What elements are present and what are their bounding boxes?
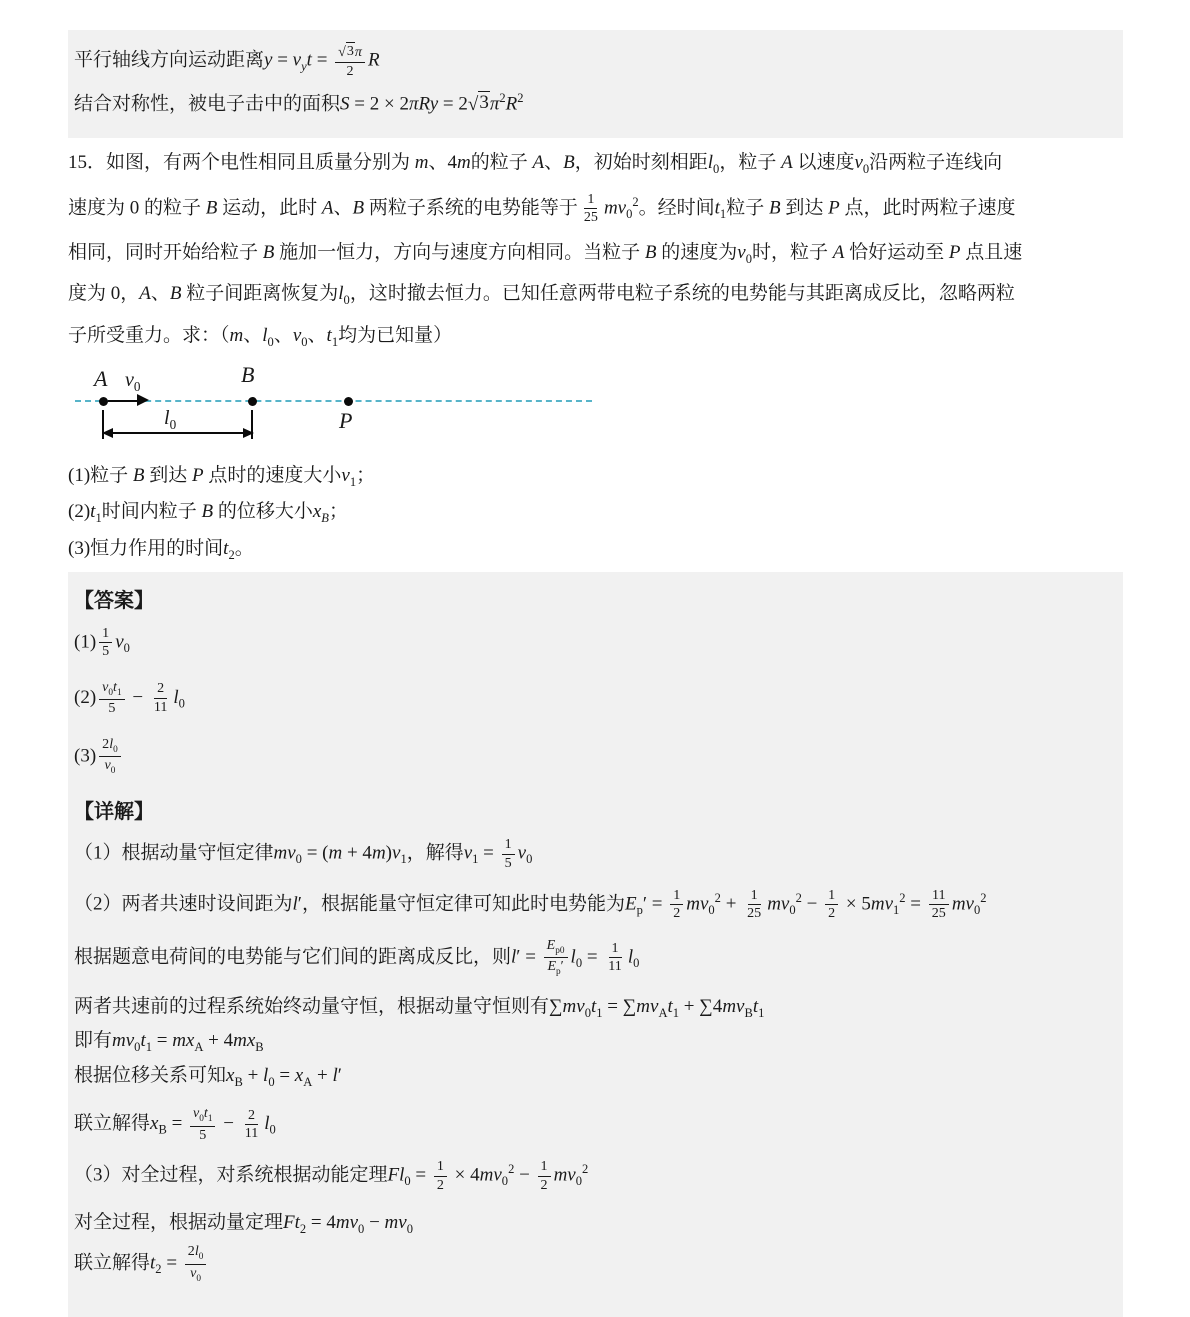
particles-diagram (68, 361, 608, 452)
question-line-1: (1)粒子 B 到达 P 点时的速度大小$v_1$； (68, 464, 376, 489)
point-p-dot (344, 397, 353, 406)
velocity-arrowhead-icon (137, 394, 149, 406)
solution-line: （1）根据动量守恒定律$mv_0 = (m + 4m)v_1$，解得$v_1$ = $\frac{1}{5}$ $v_0$ (74, 836, 533, 872)
answer-solution-block (68, 572, 1123, 1317)
solution-line: 即有$mv_0t_1 = mx_A + 4mx_B$ (74, 1030, 264, 1054)
solution-line: 根据题意电荷间的电势能与它们间的距离成反比，则l′ = $\frac{E_{p0}}{E_p'}$ $l_0$ = $\frac{1}{11}$ $l_0$ (74, 936, 640, 977)
prior-solution-block (68, 30, 1123, 138)
particle-b-dot (248, 397, 257, 406)
solution-line: （2）两者共速时设间距为l′，根据能量守恒定律可知此时电势能为$E_p'$ = $\frac{1}{2}$ $mv_0^2$ + $\frac{1}{25}$ $mv_0^2$ − $\frac{1}{2}$ × $5mv_1^2$ = $\frac{11}{25}$ $mv_0^2$ (74, 886, 987, 922)
answer-line-2: (2) $\frac{v_0t_1}{5}$ − $\frac{2}{11}$ $l_0$ (74, 678, 185, 717)
solution-line: （3）对全过程，对系统根据动能定理$Fl_0$ = $\frac{1}{2}$ × $4mv_0^2$ − $\frac{1}{2}$ $mv_0^2$ (74, 1158, 589, 1193)
distance-measure-line (108, 432, 248, 434)
solution-line: 对全过程，根据动量定理$Ft_2 = 4mv_0 - mv_0$ (74, 1211, 413, 1236)
measure-arrowhead-left-icon (102, 428, 113, 438)
distance-l0-label: $l_0$ (164, 406, 177, 432)
velocity-v0-label: $v_0$ (125, 368, 141, 394)
point-p-label: P (339, 407, 353, 433)
formula-line: 结合对称性，被电子击中的面积S = 2 × 2πRy = 2 √ 3 $\pi^2R^2$ (74, 91, 524, 115)
solution-line: 两者共速前的过程系统始终动量守恒，根据动量守恒则有$\sum mv_0t_1 = \sum mv_At_1 + \sum 4mv_Bt_1$ (74, 995, 765, 1020)
question-line-2: $(2)t_1$时间内粒子 B 的位移大小$x_B$； (68, 501, 348, 526)
problem-text-line: 相同，同时开始给粒子 B 施加一恒力，方向与速度方向相同。当粒子 B 的速度为$v_0$时，粒子 A 恰好运动至 P 点且速 (68, 241, 1023, 266)
problem-text-line: 速度为 0 的粒子 B 运动，此时 A、B 两粒子系统的电势能等于 $\frac{1}{25}$ $mv_0^2$。经时间$t_1$粒子 B 到达 P 点，此时两粒子速度 (68, 190, 1016, 226)
particle-a-label: A (94, 365, 108, 391)
formula-line: 平行轴线方向运动距离$y = v_yt$ = √ 3 π 2 R (74, 43, 380, 79)
answer-line-3: (3) $\frac{2l_0}{v_0}$ (74, 736, 1109, 778)
problem-text-line: 度为 0，A、B 粒子间距离恢复为$l_0$，这时撤去恒力。已知任意两带电粒子系统的电势能与其距离成反比，忽略两粒 (68, 283, 1015, 308)
answer-line-1: (1) $\frac{1}{5}$ $v_0$ (74, 624, 130, 660)
problem-text-line: 子所受重力。求：（m、$l_0$、$v_0$、$t_1$均为已知量） (68, 325, 453, 349)
particle-b-label: B (241, 361, 255, 387)
problem-statement (68, 149, 1123, 564)
answer-header: 【答案】 (74, 589, 154, 612)
question-line-3: (3)恒力作用的时间$t_2$。 (68, 537, 254, 562)
velocity-arrow (108, 400, 139, 402)
particle-a-dot (99, 397, 108, 406)
solution-line: 根据位移关系可知$x_B + l_0 = x_A + l'$ (74, 1064, 342, 1089)
axis-dashed-line (75, 400, 592, 402)
problem-text-line: 15．如图，有两个电性相同且质量分别为 m、4m的粒子 A、B，初始时刻相距$l_0$，粒子 A 以速度$v_0$沿两粒子连线向 (68, 152, 1003, 176)
measure-arrowhead-right-icon (243, 428, 254, 438)
solution-line: 联立解得$t_2$ = $\frac{2l_0}{v_0}$ (74, 1243, 1109, 1285)
solution-header: 【详解】 (74, 801, 154, 824)
solution-line: 联立解得$x_B$ = $\frac{v_0t_1}{5}$ − $\frac{2}{11}$ $l_0$ (74, 1105, 276, 1143)
